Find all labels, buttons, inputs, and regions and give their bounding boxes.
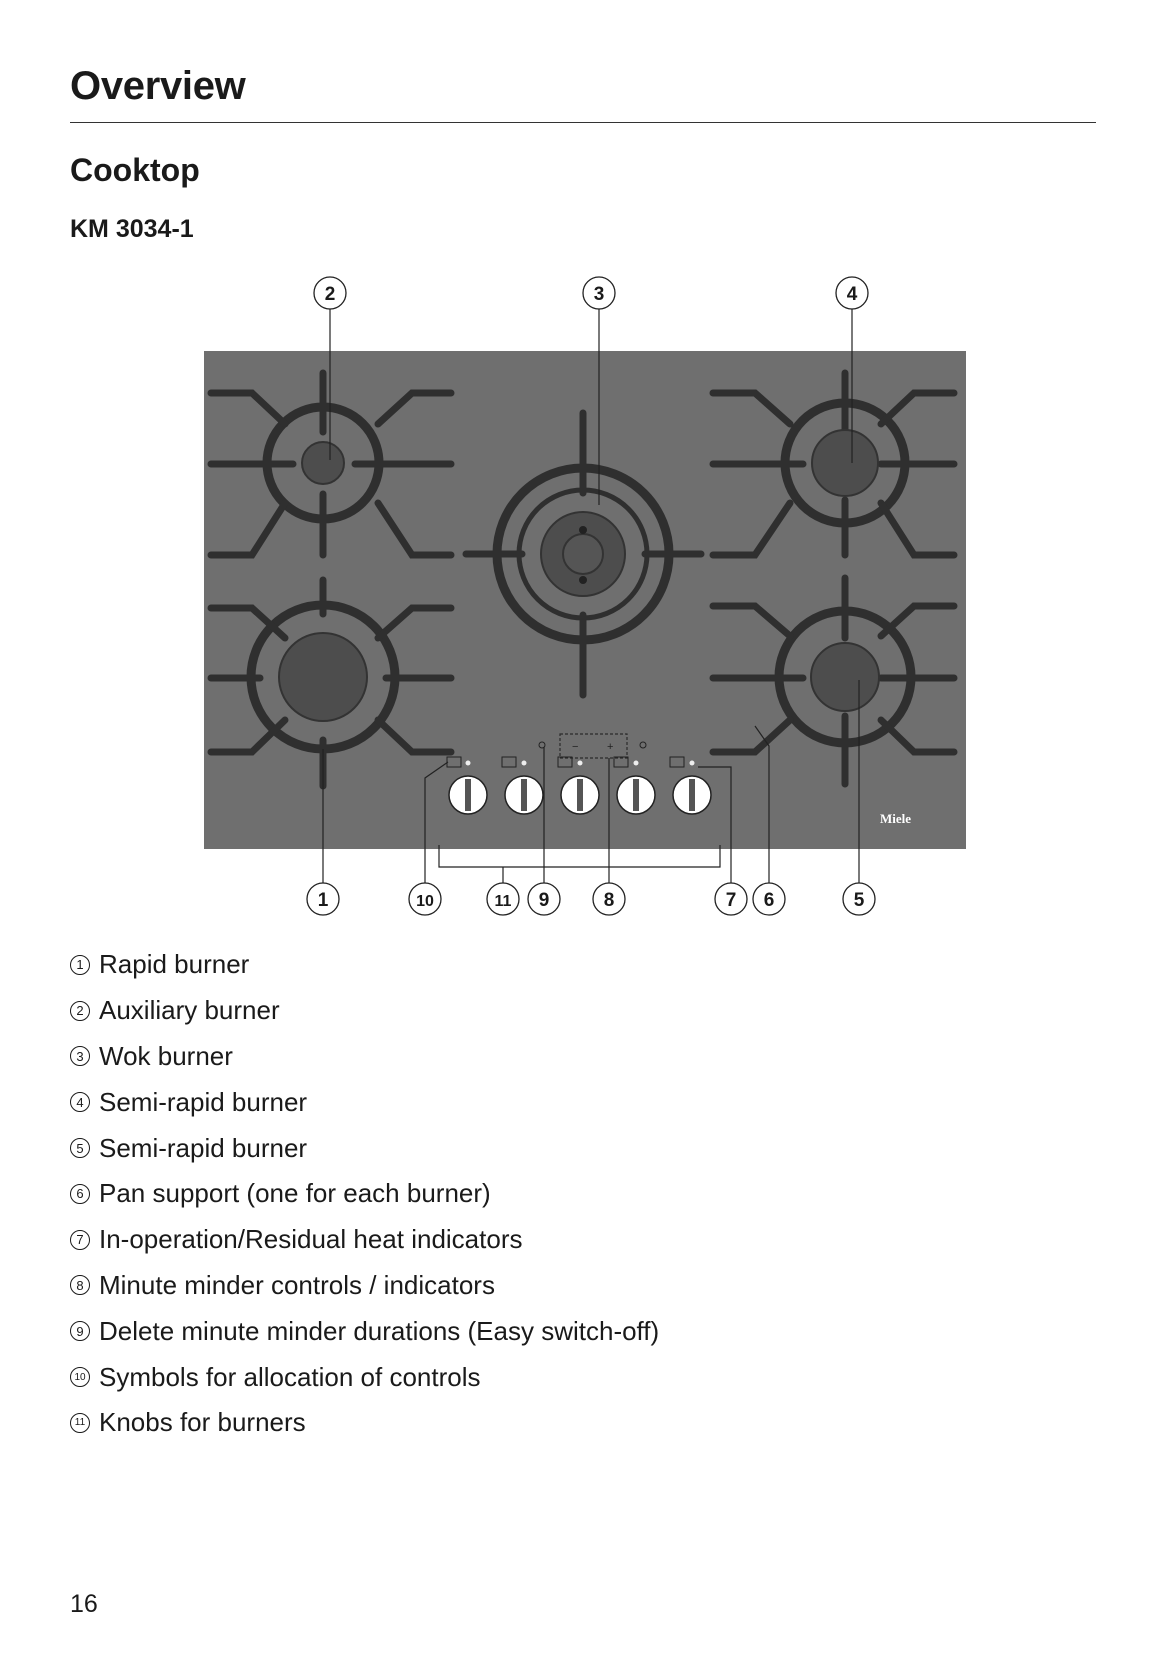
legend-number: 9 xyxy=(70,1321,90,1341)
legend-text: Rapid burner xyxy=(99,949,250,980)
legend-number: 11 xyxy=(70,1413,90,1433)
page-number: 16 xyxy=(70,1590,98,1618)
svg-text:5: 5 xyxy=(853,890,865,911)
legend-text: Minute minder controls / indicators xyxy=(99,1269,495,1300)
legend-text: Semi-rapid burner xyxy=(99,1132,308,1163)
legend-text: Symbols for allocation of controls xyxy=(99,1361,481,1392)
legend-number: 8 xyxy=(70,1275,90,1295)
legend-text: Semi-rapid burner xyxy=(99,1086,308,1117)
legend-number: 5 xyxy=(70,1138,90,1158)
svg-text:8: 8 xyxy=(603,890,615,911)
legend-item xyxy=(70,988,659,1034)
minute-minder-plus-icon[interactable]: + xyxy=(607,741,614,753)
callout xyxy=(593,883,625,915)
legend-text: Delete minute minder durations (Easy switch-off) xyxy=(99,1315,660,1346)
svg-text:3: 3 xyxy=(593,284,605,305)
legend-number: 10 xyxy=(70,1367,90,1387)
wok-igniter xyxy=(579,576,587,584)
svg-text:4: 4 xyxy=(846,284,858,305)
legend-number: 1 xyxy=(70,955,90,975)
legend-number: 6 xyxy=(70,1184,90,1204)
wok-burner-cap xyxy=(563,534,603,574)
svg-text:2: 2 xyxy=(324,284,336,305)
callout xyxy=(583,277,615,309)
legend-item xyxy=(70,1217,659,1263)
legend-text: Knobs for burners xyxy=(99,1407,306,1438)
legend-number: 2 xyxy=(70,1001,90,1021)
legend-item xyxy=(70,1125,659,1171)
wok-thermocouple xyxy=(579,526,587,534)
callout xyxy=(715,883,747,915)
svg-text:9: 9 xyxy=(538,890,550,911)
callout xyxy=(528,883,560,915)
legend-text: Auxiliary burner xyxy=(99,995,280,1026)
page-title: Overview xyxy=(70,64,246,108)
callout xyxy=(409,883,441,915)
legend-text: Wok burner xyxy=(99,1040,233,1071)
legend-number: 7 xyxy=(70,1230,90,1250)
svg-text:6: 6 xyxy=(763,890,775,911)
legend-item xyxy=(70,1263,659,1309)
svg-text:1: 1 xyxy=(317,890,329,911)
svg-text:11: 11 xyxy=(494,893,512,910)
callout xyxy=(753,883,785,915)
callout xyxy=(843,883,875,915)
legend-item xyxy=(70,942,659,988)
brand-logo: Miele xyxy=(880,811,912,826)
callout xyxy=(307,883,339,915)
legend-list xyxy=(70,942,659,1446)
legend-item xyxy=(70,1034,659,1080)
legend-number: 3 xyxy=(70,1046,90,1066)
legend-item xyxy=(70,1354,659,1400)
semi-rapid-burner-cap-top xyxy=(812,430,878,496)
legend-item xyxy=(70,1171,659,1217)
svg-text:10: 10 xyxy=(416,893,434,910)
callout xyxy=(314,277,346,309)
section-heading: Cooktop xyxy=(70,152,200,188)
rapid-burner-cap xyxy=(279,633,367,721)
legend-item xyxy=(70,1400,659,1446)
legend-text: In-operation/Residual heat indicators xyxy=(99,1224,523,1255)
model-heading: KM 3034-1 xyxy=(70,215,194,243)
legend-number: 4 xyxy=(70,1092,90,1112)
callout xyxy=(836,277,868,309)
minute-minder-minus-icon[interactable]: − xyxy=(572,741,579,753)
legend-text: Pan support (one for each burner) xyxy=(99,1178,491,1209)
legend-item xyxy=(70,1079,659,1125)
svg-text:7: 7 xyxy=(725,890,737,911)
callout xyxy=(487,883,519,915)
auxiliary-burner-cap xyxy=(302,442,344,484)
legend-item xyxy=(70,1308,659,1354)
semi-rapid-burner-cap-bottom xyxy=(811,643,879,711)
